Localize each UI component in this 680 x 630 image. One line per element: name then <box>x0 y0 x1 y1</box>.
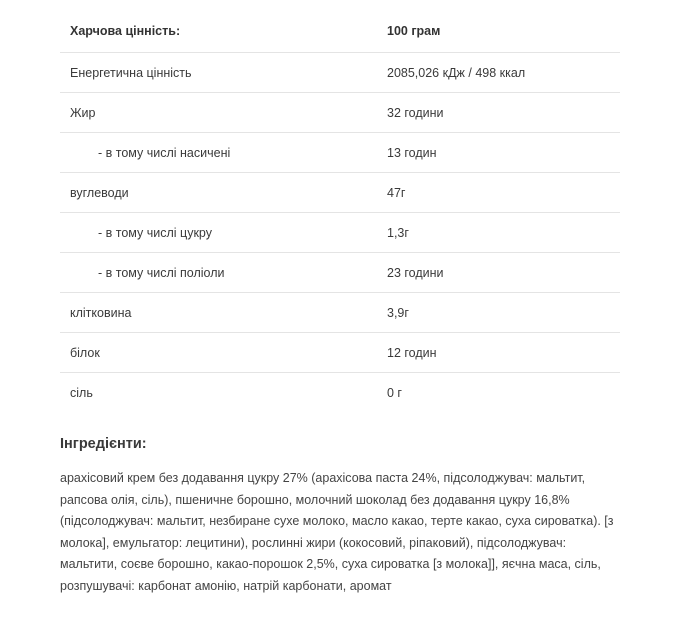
row-name: сіль <box>70 385 93 400</box>
row-value: 0 г <box>387 385 402 400</box>
row-name: клітковина <box>60 293 387 333</box>
ingredients-text: арахісовий крем без додавання цукру 27% (арахісова паста 24%, підсолоджувач: мальтит, рапсова олія, сіль), пшеничне борошно, молочний шоколад без додавання цукру 16,8% (підсолоджувач: мальтит, незбиране сухе молоко, масло какао, терте какао, суха сироватка). [з молока], емульгатор: лецитини), рослинні жири (кокосовий, ріпаковий), підсолоджувач: мальтити, соєве борошно, какао-порошок 2,5%, суха сироватка [з молока]], яєчна маса, сіль, розпушувачі: карбонат амонію, натрій карбонати, аромат <box>60 471 614 593</box>
row-name: Енергетична цінність <box>60 53 387 93</box>
table-row-protein <box>60 333 620 373</box>
table-row-salt <box>60 373 620 413</box>
row-name: - в тому числі насичені <box>60 133 387 173</box>
row-value: 12 годин <box>387 333 620 373</box>
row-value: 3,9г <box>387 293 620 333</box>
row-name: - в тому числі поліоли <box>60 253 387 293</box>
row-value: 32 години <box>387 93 620 133</box>
nutrition-table <box>60 10 620 412</box>
table-row-sugar <box>60 213 620 253</box>
row-name: - в тому числі цукру <box>60 213 387 253</box>
ingredients-heading: Інгредієнти: <box>60 436 147 452</box>
row-value: 1,3г <box>387 213 620 253</box>
row-name: білок <box>60 333 387 373</box>
table-row-saturated-fat <box>60 133 620 173</box>
header-name-cell: Харчова цінність: <box>60 10 387 53</box>
row-name: вуглеводи <box>60 173 387 213</box>
header-value-cell: 100 грам <box>387 10 620 53</box>
row-value: 23 години <box>387 253 620 293</box>
table-row-fiber <box>60 293 620 333</box>
table-header-row <box>60 10 620 53</box>
table-row-polyols <box>60 253 620 293</box>
table-row-carbohydrates <box>60 173 620 213</box>
row-name: Жир <box>60 93 387 133</box>
table-row-fat <box>60 93 620 133</box>
row-value: 2085,026 кДж / 498 ккал <box>387 53 620 93</box>
row-value: 47г <box>387 173 620 213</box>
row-value: 13 годин <box>387 133 620 173</box>
table-row-energy <box>60 53 620 93</box>
